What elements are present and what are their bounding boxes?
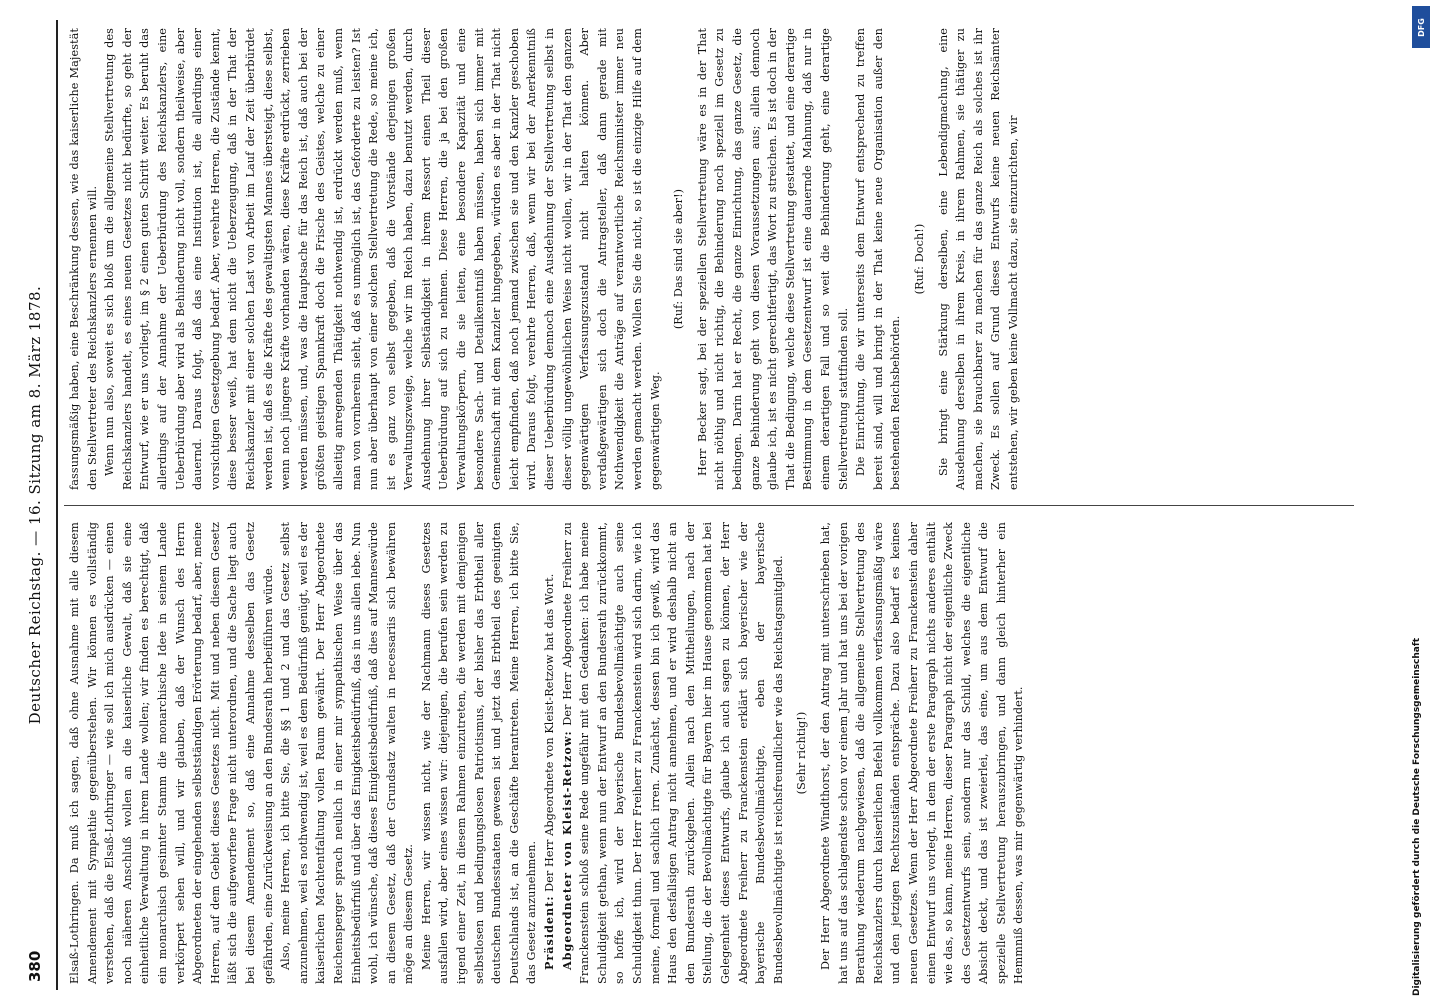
speaker-text: Der Herr Abgeordnete Freiherr zu Franckenstein schloß seine Rede ungefähr mit den Gedanken: ich habe meine Schuldigkeit gethan, wenn nun der Entwurf an den Bundesrath zurückkommt, so hoffe ich, wird der bayerische Bundesbevollmächtigte auch seine Schuldigkeit thun. Der Herr Freiherr zu Franckenstein wird sich darin, wie ich meine, formell und sachlich irren. Zunächst, dessen bin ich gewiß, wird das Haus den desfallsigen Antrag nicht annehmen, und er wird deshalb nicht an den Bundesrath zurückgehen. Allein nach den Mittheilungen, nach der Stellung, die der Bevollmächtigte für Bayern hier im Hause genommen hat bei Gelegenheit dieses Entwurfs, glaube ich auch sagen zu können, der Herr Abgeordnete Freiherr zu Franckenstein erklärt sich bayerischer wie der bayerische Bundesbevollmächtigte, eben der bayerische Bundesbevollmächtigte ist reichsfreundlicher wie das Reichstagsmitglied. [560, 522, 785, 984]
dfg-logo-text: DFG [1416, 17, 1426, 37]
running-header [22, 20, 50, 990]
speaker-label: Präsident: [542, 895, 557, 970]
paragraph: Der Herr Abgeordnete Windthorst, der den Antrag mit unterschrieben hat, hat uns auf das schlagendste schon vor einem Jahr und hat uns bei der vorigen Berathung wiederum nachgewiesen, daß die allgemeine Stellvertretung des Reichskanzlers durch kaiserlichen Befehl vollkommen verfassungsmäßig wäre und den jetzigen Rechtszuständen entspräche. Dazu also bedarf es keines neuen Gesetzes. Wenn der Herr Abgeordnete Freiherr zu Franckenstein daher einen Entwurf uns vorlegt, in dem der erste Paragraph nichts anderes enthält wie das, so kann, meine Herren, dieser Paragraph nicht der eigentliche Zweck des Gesetzentwurfs sein, sondern nur das Schild, welches die eigentliche Absicht deckt, und das ist zweierlei, das eine, um aus dem Entwurf die spezielle Stellvertretung herauszubringen, und dann gleich hinterher ein Hemmniß dessen, was mir gegenwärtig verhindert. [818, 522, 1026, 984]
paragraph: Meine Herren, wir wissen nicht, wie der Nachmann dieses Gesetzes ausfallen wird, aber eines wissen wir: diejenigen, die berufen sein werden zu irgend einer Zeit, in diesem Rahmen einzutreten, die werden mit demjenigen selbstlosen und bedingungslosen Patriotismus, der bisher das Erbtheil aller deutschen Bundesstaaten gewesen ist und jetzt das Erbtheil des geeinigten Deutschlands ist, an die Geschäfte herantreten. Meine Herren, ich bitte Sie, das Gesetz anzunehmen. [419, 522, 539, 984]
speaker-text: Der Herr Abgeordnete von Kleist-Retzow hat das Wort. [543, 573, 557, 892]
paragraph: Die Einrichtung, die wir unterseits dem Entwurf entsprechend zu treffen bereit sind, will und bringt in der That keine neue Organisation außer den bestehenden Reichsbehörden. [854, 28, 903, 490]
interjection: (Ruf: Doch!) [912, 223, 926, 295]
paragraph: Also, meine Herren, ich bitte Sie, die §§ 1 und 2 und das Gesetz selbst anzunehmen, weil es nothwendig ist, weil es dem Bedürfniß genügt, weil es der kaiserlichen Machtentfaltung vollen Raum gewährt. Der Herr Abgeordnete Reichensperger sprach neulich in einer mir sympathischen Weise über das Einheitsbedürfniß und über das Einigkeitsbedürfniß, das in uns allen lebe. Nun wohl, ich wünsche, daß dieses Einigkeitsbedürfniß, daß dies auf Manneswürde an diesem Gesetz, daß der Grundsatz walten in necessariis sich bewähren möge an diesem Gesetz. [279, 522, 416, 984]
page-number: 380 [26, 950, 44, 982]
speaker-paragraph [559, 522, 788, 984]
funding-note [1408, 0, 1432, 1000]
running-title: Deutscher Reichstag. — 16. Sitzung am 8. März 1878. [26, 285, 44, 725]
speaker-label: Abgeordneter von Kleist-Retzow: [559, 730, 574, 970]
interjection: (Ruf: Das sind sie aber!) [672, 188, 686, 330]
paragraph: Sie bringt eine Stärkung derselben, eine Lebendigmachung, eine Ausdehnung derselben in ihrem Kreis, in ihrem Rahmen, sie thätiger zu machen, sie brauchbarer zu machen für das ganze Reich als solches ist ihr Zweck. Es sollen auf Grund dieses Entwurfs keine neuen Reichsämter entstehen, wir geben keine Vollmacht dazu, sie einzurichten, wir [936, 28, 1020, 490]
rotated-page [22, 20, 1362, 990]
speaker-paragraph [541, 522, 559, 984]
header-rule [56, 20, 58, 990]
interjection: (Sehr richtig!) [795, 711, 809, 795]
column-divider [64, 505, 1354, 506]
paragraph: Herr Becker sagt, bei der speziellen Stellvertretung wäre es in der That nicht nöthig und nicht richtig, die Behinderung noch speziell im Gesetz zu bedingen. Darin hat er Recht, die ganze Einrichtung, das ganze Gesetz, die ganze Behinderung geht von diesen Voraussetzungen aus; allein dennoch glaube ich, ist es nicht gerechtfertigt, das Wort zu streichen. Es ist doch in der That die Bedingung, welche diese Stellvertretung gestattet, und eine derartige Bestimmung in dem Gesetzentwurf ist eine dauernde Mahnung, daß nur in einem derartigen Fall und so weit die Behinderung geht, eine derartige Stellvertretung stattfinden soll. [695, 28, 850, 490]
funding-text: Digitalisierung gefördert durch die Deutsche Forschungsgemeinschaft [1412, 637, 1422, 996]
dfg-logo [1412, 6, 1430, 48]
right-column [66, 28, 1022, 490]
left-column [66, 522, 1028, 984]
paragraph: fassungsmäßig haben, eine Beschränkung dessen, wie das kaiserliche Majestät den Stellvertreter des Reichskanzlers ernennen will. [68, 28, 99, 490]
paragraph: Wenn nun also, soweit es sich bloß um die allgemeine Stellvertretung des Reichskanzlers handelt, es eines neuen Gesetzes nicht bedürfte, so geht der Entwurf, wie er uns vorliegt, im § 2 einen guten Schritt weiter. Es beruht das allerdings auf der Annahme der Ueberbürdung des Reichskanzlers, eine Ueberbürdung aber wird als Behinderung nicht voll, sondern theilweise, aber dauernd. Daraus folgt, daß das eine Institution ist, die allerdings einer vorsichtigen Gesetzgebung bedarf. Aber, verehrte Herren, die Zustände kennt, diese besser weiß, hat dem nicht die Ueberzeugung, daß in der That der Reichskanzler mit einer solchen Last von Arbeit im Lauf der Zeit überbürdet werden ist, daß es die Kräfte des gewaltigsten Mannes übersteigt, diese selbst, wenn noch jüngere Kräfte vorhanden wären, diese Kräfte erdrückt, zerrieben werden müssen, und, was die Hauptsache für das Reich ist, daß auch bei der größten geistigen Spannkraft doch die Frische des Geistes, welche zu einer allseitig anregenden Thätigkeit nothwendig ist, erdrückt werden muß, wenn man von vornherein sieht, daß es unmöglich ist, das Geforderte zu leisten? Ist nun aber überhaupt von einer solchen Stellvertretung die Rede, so meine ich, ist es ganz von selbst gegeben, daß die Vorstände derjenigen großen Verwaltungszweige, welche wir im Reich haben, dazu benutzt werden, durch Ausdehnung ihrer Selbständigkeit in ihrem Ressort einen Theil dieser Ueberbürdung auf sich zu nehmen. Diese Herren, die ja bei den großen Verwaltungskörpern, die sie leiten, eine besondere Kapazität und eine besondere Sach- und Detailkenntniß haben müssen, haben sich immer mit Gemeinschaft mit dem Kanzler hingegeben, würden es aber in der That nicht leicht empfinden, daß noch jemand zwischen sie und den Kanzler geschoben wird. Daraus folgt, verehrte Herren, daß, wenn wir bei der Anerkenntniß dieser Ueberbürdung dennoch eine Ausdehnung der Stellvertretung selbst in dieser völlig ungewöhnlichen Weise nicht wollen, wir in der That den ganzen gegenwärtigen Verfassungszustand nicht halten können. Aber verdaßgewärtigen sich doch die Antragsteller, daß dann gerade mit Nothwendigkeit die Anträge auf verantwortliche Reichsminister immer neu werden gemacht werden. Wollen Sie die nicht, so ist die einzige Hilfe auf dem gegenwärtigen Weg. [103, 28, 662, 490]
paragraph: Elsaß-Lothringen. Da muß ich sagen, daß ohne Ausnahme mit alle diesem Amendement mit Sympathie gegenüberstehen. Wir können es vollständig verstehen, daß die Elsaß-Lothringer — wie soll ich mich ausdrücken — einen noch näheren Anschluß wollen an die kaiserliche Gewalt, daß sie eine einheitliche Verwaltung in ihrem Lande wollen; wir finden es berechtigt, daß ein monarchisch gesinnter Stamm die monarchische Idee in seinem Lande verkörpert sehen will, und wir glauben, daß der Wunsch des Herrn Abgeordneten der eingehenden selbstständigen Erörterung bedarf, aber, meine Herren, auf dem Gebiet dieses Gesetzes nicht. Mit und neben diesem Gesetz läßt sich die aufgeworfene Frage nicht unterordnen, und die Sache liegt auch bei diesem Amendement so, daß eine Annahme desselben das Gesetz gefährden, eine Zurückweisung an den Bundesrath herbeiführen würde. [68, 522, 275, 984]
